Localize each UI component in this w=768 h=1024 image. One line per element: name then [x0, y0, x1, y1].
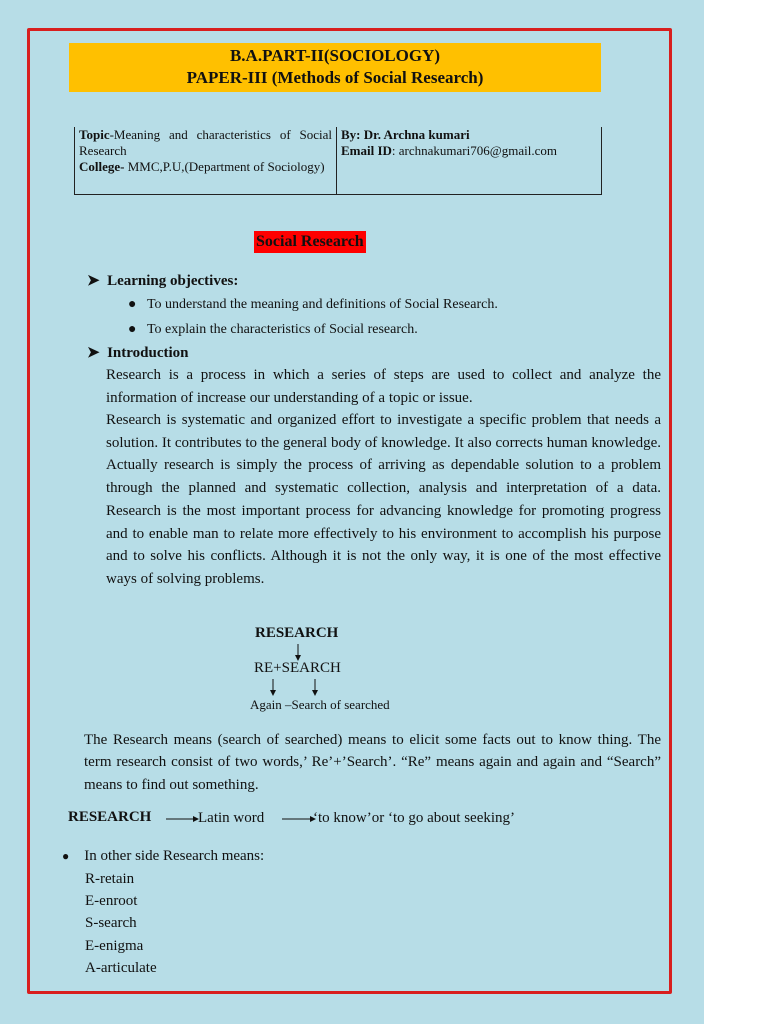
title-line-2: PAPER-III (Methods of Social Research) [186, 68, 484, 87]
bullet-icon: ● [128, 322, 137, 337]
section-heading: Social Research [254, 231, 366, 253]
objective-1: To understand the meaning and definitions of Social Research. [146, 297, 498, 312]
arrow-bullet-icon: ➤ [87, 345, 100, 361]
bullet-icon: ● [128, 297, 137, 312]
etymology-origin: Latin word [198, 810, 265, 826]
etymology-meaning: ‘to know’or ‘to go about seeking’ [313, 810, 516, 826]
acronym-intro: In other side Research means: [84, 848, 265, 864]
introduction-heading-text: Introduction [107, 345, 189, 361]
acronym-line: E-enroot [85, 893, 138, 909]
topic-label: Topic [79, 127, 110, 142]
learning-heading-colon: : [233, 273, 239, 289]
email-label: Email ID [341, 143, 392, 158]
topic-value: -Meaning and characteristics of Social Research [79, 127, 332, 158]
diagram-word: RESEARCH [255, 625, 339, 641]
diagram-split: RE+SEARCH [254, 660, 341, 676]
college-label: College- [79, 159, 125, 174]
list-item [62, 846, 264, 866]
introduction-paragraph-1: Research is a process in which a series of steps are used to collect and analyze the information of increase our understanding of a topic or issue. [106, 367, 661, 406]
objective-2: To explain the characteristics of Social research. [146, 322, 418, 337]
acronym-line: R-retain [85, 871, 135, 887]
author-name: By: Dr. Archna kumari [341, 127, 470, 142]
arrow-bullet-icon: ➤ [87, 273, 100, 289]
etymology-word: RESEARCH [68, 809, 152, 825]
meaning-paragraph: The Research means (search of searched) means to elicit some facts out to know thing. The term research consist of two words,’ Re’+’Search’. “Re” means again and again and “Search” means to find out something. [84, 732, 661, 793]
title-line-1: B.A.PART-II(SOCIOLOGY) [229, 46, 441, 65]
bullet-icon: ● [62, 849, 70, 863]
acronym-line: S-search [85, 915, 137, 931]
acronym-line: A-articulate [85, 960, 157, 976]
introduction-paragraph-2: Research is systematic and organized effort to investigate a specific problem that needs a solution. It contributes to the general body of knowledge. It also corrects human knowledge. Actually research is simply the process of arriving as dependable solution to a problem through the planned and systematic collection, analysis and interpretation of a data. Research is the most important process for advancing knowledge for promoting progress and to enable man to relate more effectively to his environment to accomplish his purpose and to solve his conflicts. Although it is not the only way, it is one of the most effective ways of solving problems. [106, 412, 661, 587]
email-value: : archnakumari706@gmail.com [391, 143, 557, 158]
acronym-line: E-enigma [85, 938, 144, 954]
learning-heading-text: Learning objectives [107, 273, 234, 289]
diagram-meaning: Again –Search of searched [250, 697, 390, 712]
college-value: MMC,P.U,(Department of Sociology) [124, 159, 325, 174]
